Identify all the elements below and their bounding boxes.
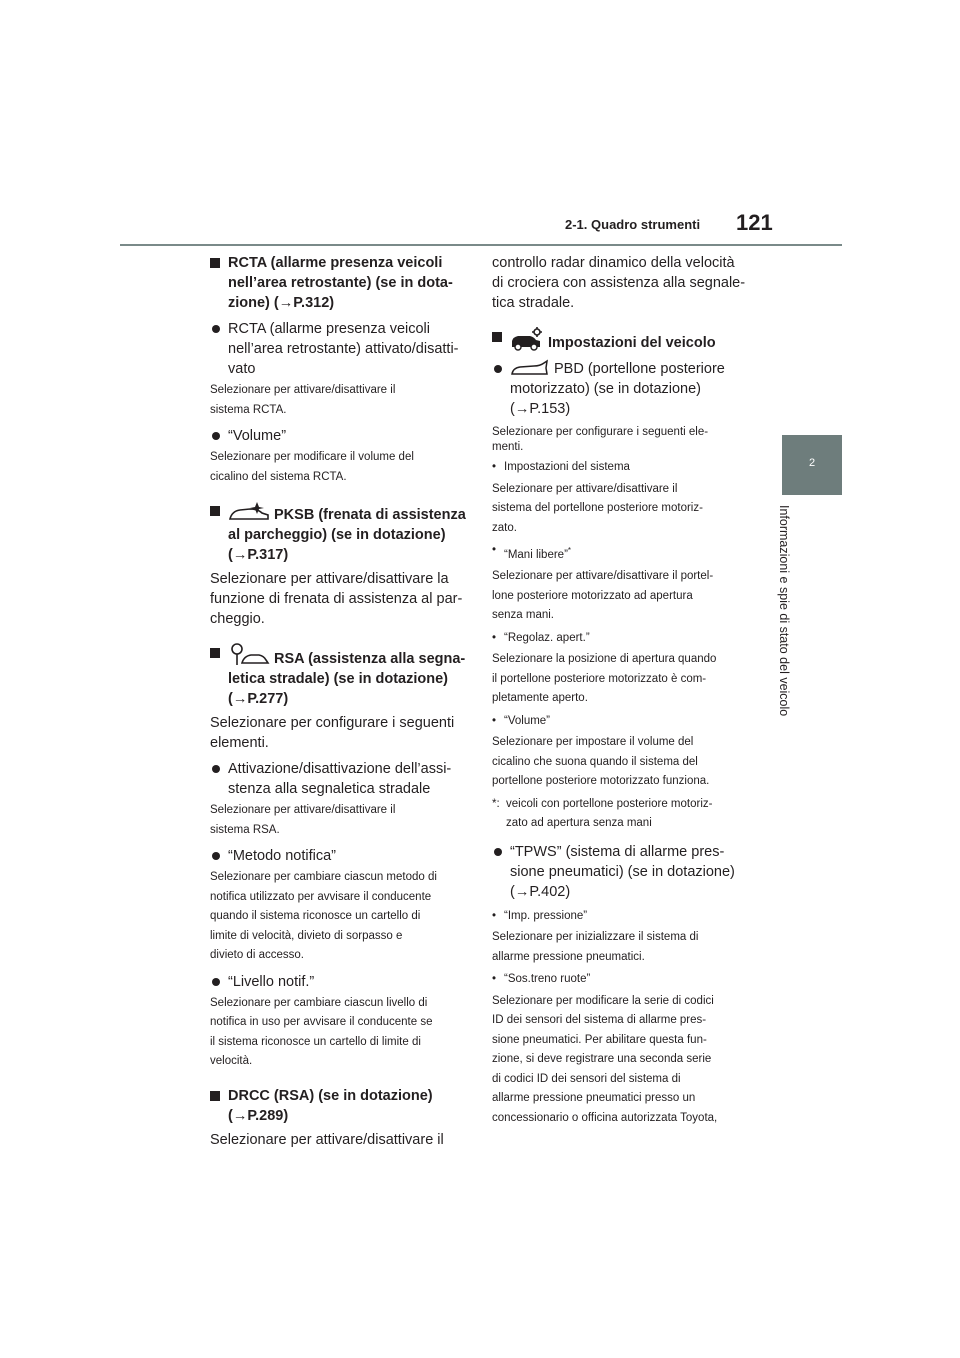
square-bullet-icon [492,332,502,342]
sub-item-label: “Volume” [504,714,551,727]
chapter-title-text: Informazioni e spie di stato del veicolo [777,505,791,717]
chapter-tab [782,435,842,495]
heading-line: (→P.317) [228,547,289,563]
description-line: Selezionare per modificare la serie di codici [492,994,714,1007]
heading-text: PKSB (frenata di assistenza [274,507,466,523]
description-line: Selezionare per impostare il volume del [492,736,694,749]
square-bullet-icon [210,648,220,658]
rsa-heading [210,643,472,709]
bullet-line: motorizzato) (se in dotazione) [510,381,701,397]
description-line: Selezionare per cambiare ciascun livello di [210,996,428,1009]
bullet-item [210,972,472,992]
paragraph-line: Selezionare per attivare/disattivare il [210,1131,444,1148]
bullet-line [510,359,754,379]
description-line: zione, si deve registrare una seconda serie [492,1053,712,1066]
bullet-line: “TPWS” (sistema di allarme pres- [510,843,725,860]
road-sign-car-icon [228,643,270,667]
heading-line: letica stradale) (se in dotazione) [228,671,448,687]
bullet-text: PBD (portellone posteriore [554,361,725,377]
description [492,650,754,709]
bullet-line: RCTA (allarme presenza veicoli [228,321,430,337]
pksb-heading [210,501,472,565]
heading-text: Impostazioni del veicolo [548,335,716,351]
description-line: Selezionare per cambiare ciascun metodo di [210,871,437,883]
sub-item: • “Mani libere”* [492,544,572,561]
bullet-dot-icon [494,365,502,373]
sub-item-label: “Mani libere” [504,548,568,561]
bullet-item [492,842,754,902]
heading-line: (→P.277) [228,691,289,707]
page-number: 121 [736,210,773,235]
description [210,448,472,487]
heading-line: (→P.289) [228,1107,289,1124]
bullet-item [210,426,472,446]
bullet-item [492,359,754,419]
bullet-line: vato [228,361,256,377]
square-bullet-icon [210,258,220,268]
description-line: lone posteriore motorizzato ad apertura [492,589,693,602]
heading-line: al parcheggio) (se in dotazione) [228,527,446,543]
sub-item: • “Regolaz. apert.” [492,631,590,644]
description [492,425,754,455]
paragraph [210,1130,472,1150]
footnote-line: veicoli con portellone posteriore motoriz- [506,797,713,810]
bullet-line: “Metodo notifica” [228,848,336,864]
paragraph-line: Selezionare per configurare i seguenti [210,715,455,731]
car-settings-gear-icon [510,327,544,351]
description [492,928,754,967]
heading-line [228,501,472,525]
description-line: concessionario o officina autorizzata Toyota, [492,1111,718,1124]
bullet-item [210,319,472,379]
paragraph-line: tica stradale. [492,295,575,311]
description-line: notifica in uso per avvisare il conducente se [210,1016,433,1028]
heading-line [228,643,472,669]
bullet-line: nell’area retrostante) attivato/disatti- [228,341,459,357]
sub-item-label: “Imp. pressione” [504,909,588,922]
description [210,868,472,966]
section-title: 2-1. Quadro strumenti [565,217,701,232]
paragraph-line: Selezionare per attivare/disattivare la [210,571,449,587]
bullet-line: sione pneumatici) (se in dotazione) [510,863,735,880]
description-line: senza mani. [492,609,555,622]
sub-item: • Impostazioni del sistema [492,461,630,473]
description [492,992,754,1129]
right-column [492,253,754,1128]
bullet-dot-icon [212,852,220,860]
heading-line: RCTA (allarme presenza veicoli [228,255,443,271]
description-line: limite di velocità, divieto di sorpasso e [210,929,403,942]
bullet-line: Attivazione/disattivazione dell’assi- [228,761,452,777]
paragraph [492,253,754,313]
square-bullet-icon [210,506,220,516]
description [492,567,754,626]
left-column [210,253,472,1150]
description [492,480,754,539]
description-line: portellone posteriore motorizzato funziona. [492,775,710,788]
chapter-side-title [777,505,807,745]
bullet-line: stenza alla segnaletica stradale [228,781,431,797]
description-line: zato. [492,521,517,534]
rcta-heading [210,253,472,313]
sub-item: • “Sos.treno ruote” [492,973,591,986]
footnote-marker: * [567,546,572,555]
paragraph-line: cheggio. [210,611,265,627]
description-line: divieto di accesso. [210,949,304,961]
description-line: quando il sistema riconosce un cartello di [210,910,421,922]
paragraph-line: controllo radar dinamico della velocità [492,255,735,271]
description-line: allarme pressione pneumatici. [492,950,645,963]
sub-item-label: Impostazioni del sistema [504,461,630,473]
sub-item-label: “Regolaz. apert.” [504,631,590,644]
chapter-number: 2 [808,457,816,469]
bullet-dot-icon [212,325,220,333]
description [210,381,472,420]
description-line: sistema RCTA. [210,403,287,416]
description-line: menti. [492,441,524,453]
description-line: allarme pressione pneumatici presso un [492,1092,696,1105]
sub-item: • “Imp. pressione” [492,909,588,922]
square-bullet-icon [210,1091,220,1101]
parking-brake-car-icon [228,501,270,523]
description-line: sione pneumatici. Per abilitare questa fun- [492,1033,707,1046]
paragraph [210,569,472,629]
description-line: sistema RSA. [210,823,280,836]
description-line: Selezionare per attivare/disattivare il portel- [492,570,714,583]
description-line: pletamente aperto. [492,692,588,705]
bullet-dot-icon [494,848,502,856]
bullet-line: (→P.153) [510,401,571,417]
description-line: cicalino che suona quando il sistema del [492,755,698,768]
bullet-dot-icon [212,432,220,440]
description-line: il sistema riconosce un cartello di limite di [210,1035,421,1048]
heading-line: DRCC (RSA) (se in dotazione) [228,1087,433,1104]
heading-text: RSA (assistenza alla segna- [274,651,466,667]
description-line: Selezionare per configurare i seguenti ele- [492,426,709,438]
description-line: Selezionare la posizione di apertura quando [492,653,717,666]
description [210,801,472,840]
description-line: di codici ID dei sensori del sistema di [492,1072,681,1085]
sub-item: • “Volume” [492,714,551,727]
bullet-line: (→P.402) [510,883,571,900]
header-rule [120,244,842,246]
heading-line: nell’area retrostante) (se in dota- [228,275,453,291]
vehicle-settings-heading [492,327,754,353]
footnote-mark: *: [492,797,500,810]
power-back-door-icon [510,359,550,377]
bullet-dot-icon [212,765,220,773]
bullet-item [210,846,472,866]
bullet-dot-icon [212,978,220,986]
bullet-item [210,759,472,799]
bullet-line: “Livello notif.” [228,973,315,990]
heading-line [510,327,754,353]
description-line: Selezionare per inizializzare il sistema di [492,931,699,944]
footnote-line: zato ad apertura senza mani [506,817,652,830]
description-line: Selezionare per attivare/disattivare il [492,482,678,495]
paragraph-line: di crociera con assistenza alla segnale- [492,275,746,291]
paragraph-line: elementi. [210,735,269,751]
description-line: il portellone posteriore motorizzato è com- [492,672,707,685]
description-line: cicalino del sistema RCTA. [210,470,347,483]
description-line: Selezionare per attivare/disattivare il [210,384,396,396]
paragraph-line: funzione di frenata di assistenza al par- [210,591,463,607]
paragraph [210,713,472,753]
footnote [492,795,754,834]
description [210,994,472,1072]
drcc-heading [210,1086,472,1126]
description-line: sistema del portellone posteriore motoriz- [492,502,703,514]
description-line: Selezionare per modificare il volume del [210,451,414,463]
description-line: velocità. [210,1055,253,1067]
heading-line: zione) (→P.312) [228,295,335,311]
bullet-line: “Volume” [228,428,287,444]
description-line: Selezionare per attivare/disattivare il [210,804,396,816]
sub-item-label: “Sos.treno ruote” [504,973,591,986]
description-line: notifica utilizzato per avvisare il conducente [210,890,432,903]
description-line: ID dei sensori del sistema di allarme pres- [492,1014,707,1027]
description [492,733,754,792]
